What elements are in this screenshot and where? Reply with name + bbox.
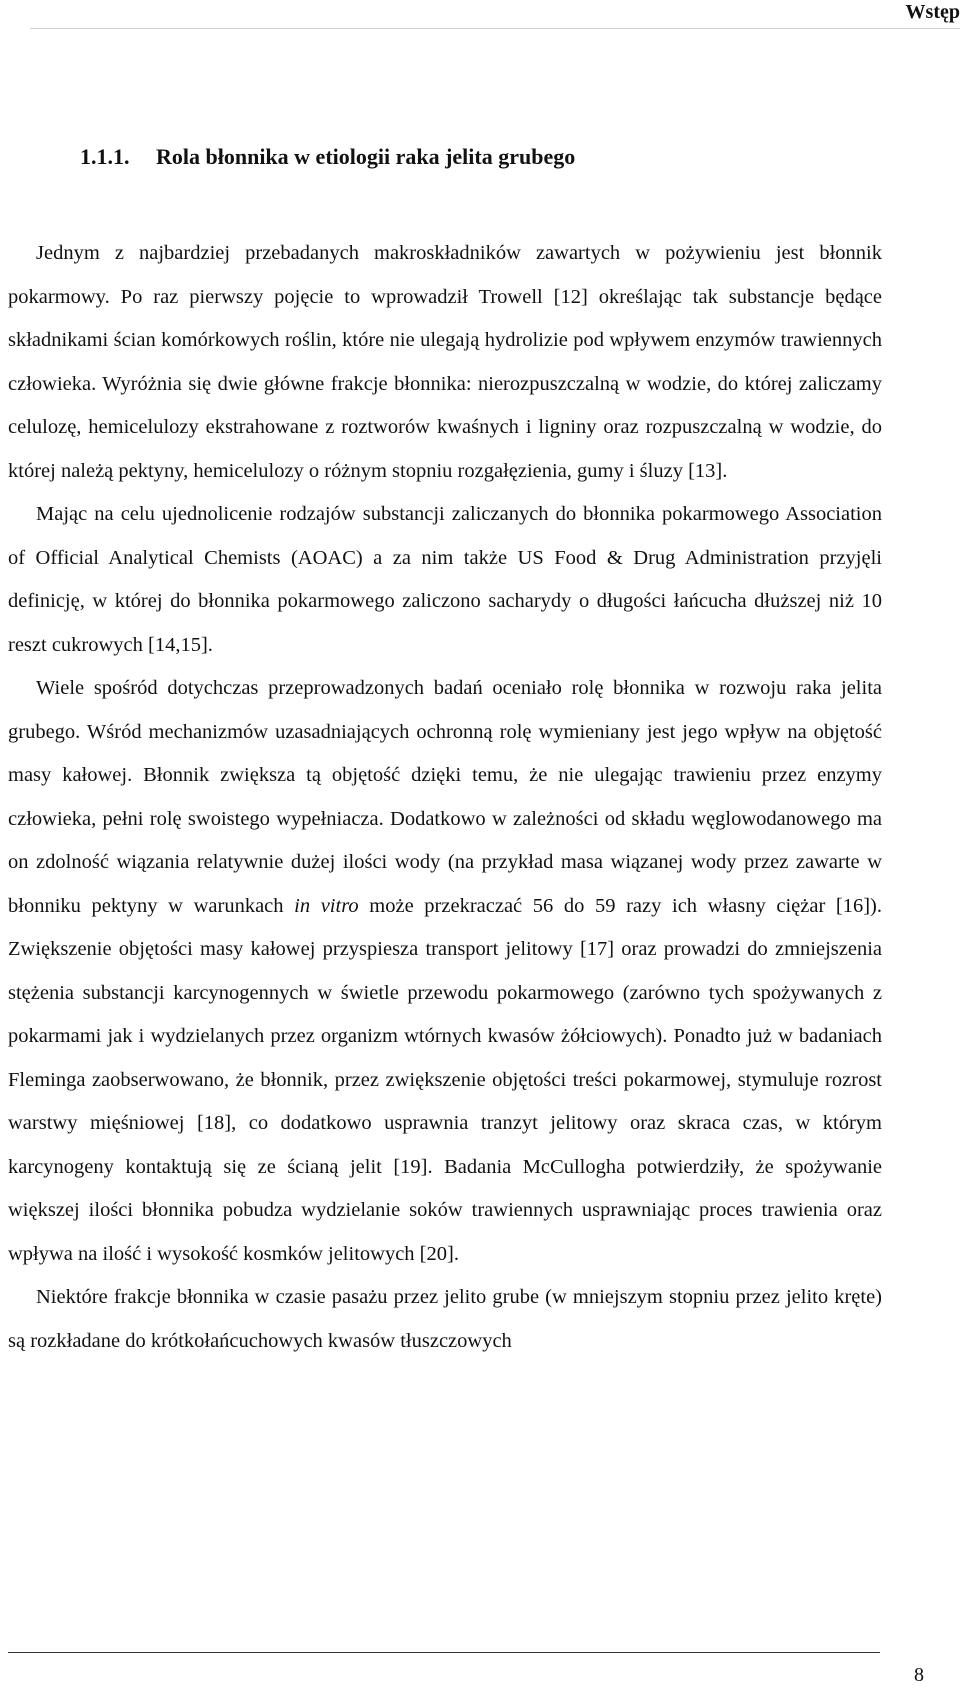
footer-divider	[8, 1652, 880, 1653]
paragraph-2: Mając na celu ujednolicenie rodzajów substancji zaliczanych do błonnika pokarmowego Association of Official Analytical Chemists (AOAC) a za nim także US Food & Drug Administration przyjęli definicję, w której do błonnika pokarmowego zaliczono sacharydy o długości łańcucha dłuższej niż 10 reszt cukrowych [14,15].	[8, 503, 882, 656]
paragraph-3-part-1: Wiele spośród dotychczas przeprowadzonych badań oceniało rolę błonnika w rozwoju raka jelita grubego. Wśród mechanizmów uzasadniających ochronną rolę wymieniany jest jego wpływ na objętość masy kałowej. Błonnik zwiększa tą objętość dzięki temu, że nie ulegając trawieniu przez enzymy człowieka, pełni rolę swoistego wypełniacza. Dodatkowo w zależności od składu węglowodanowego ma on zdolność wiązania relatywnie dużej ilości wody (na przykład masa wiązanej wody przez zawarte w błonniku pektyny w warunkach	[8, 677, 882, 917]
body-text	[8, 232, 882, 1363]
paragraph-4: Niektóre frakcje błonnika w czasie pasażu przez jelito grube (w mniejszym stopniu przez jelito kręte) są rozkładane do krótkołańcuchowych kwasów tłuszczowych	[8, 1286, 882, 1352]
section-heading	[80, 142, 575, 172]
page-number: 8	[914, 1664, 924, 1686]
running-header	[30, 0, 960, 29]
section-number: 1.1.1.	[80, 144, 130, 169]
paragraph-3	[8, 667, 882, 1276]
paragraph-3-italic-term: in vitro	[294, 894, 359, 917]
paragraph-1: Jednym z najbardziej przebadanych makroskładników zawartych w pożywieniu jest błonnik pokarmowy. Po raz pierwszy pojęcie to wprowadził Trowell [12] określając tak substancje będące składnikami ścian komórkowych roślin, które nie ulegają hydrolizie pod wpływem enzymów trawiennych człowieka. Wyróżnia się dwie główne frakcje błonnika: nierozpuszczalną w wodzie, do której zaliczamy celulozę, hemicelulozy ekstrahowane z roztworów kwaśnych i ligniny oraz rozpuszczalną w wodzie, do której należą pektyny, hemicelulozy o różnym stopniu rozgałęzienia, gumy i śluzy [13].	[8, 242, 882, 482]
section-title: Rola błonnika w etiologii raka jelita grubego	[156, 144, 576, 169]
paragraph-3-part-2: może przekraczać 56 do 59 razy ich własny ciężar [16]). Zwiększenie objętości masy kałowej przyspiesza transport jelitowy [17] oraz prowadzi do zmniejszenia stężenia substancji karcynogennych w świetle przewodu pokarmowego (zarówno tych spożywanych z pokarmami jak i wydzielanych przez organizm wtórnych kwasów żółciowych). Ponadto już w badaniach Fleminga zaobserwowano, że błonnik, przez zwiększenie objętości treści pokarmowej, stymuluje rozrost warstwy mięśniowej [18], co dodatkowo usprawnia tranzyt jelitowy oraz skraca czas, w którym karcynogeny kontaktują się ze ścianą jelit [19]. Badania McCullogha potwierdziły, że spożywanie większej ilości błonnika pobudza wydzielanie soków trawiennych usprawniając proces trawienia oraz wpływa na ilość i wysokość kosmków jelitowych [20].	[8, 894, 882, 1265]
running-header-title: Wstęp	[905, 1, 960, 23]
